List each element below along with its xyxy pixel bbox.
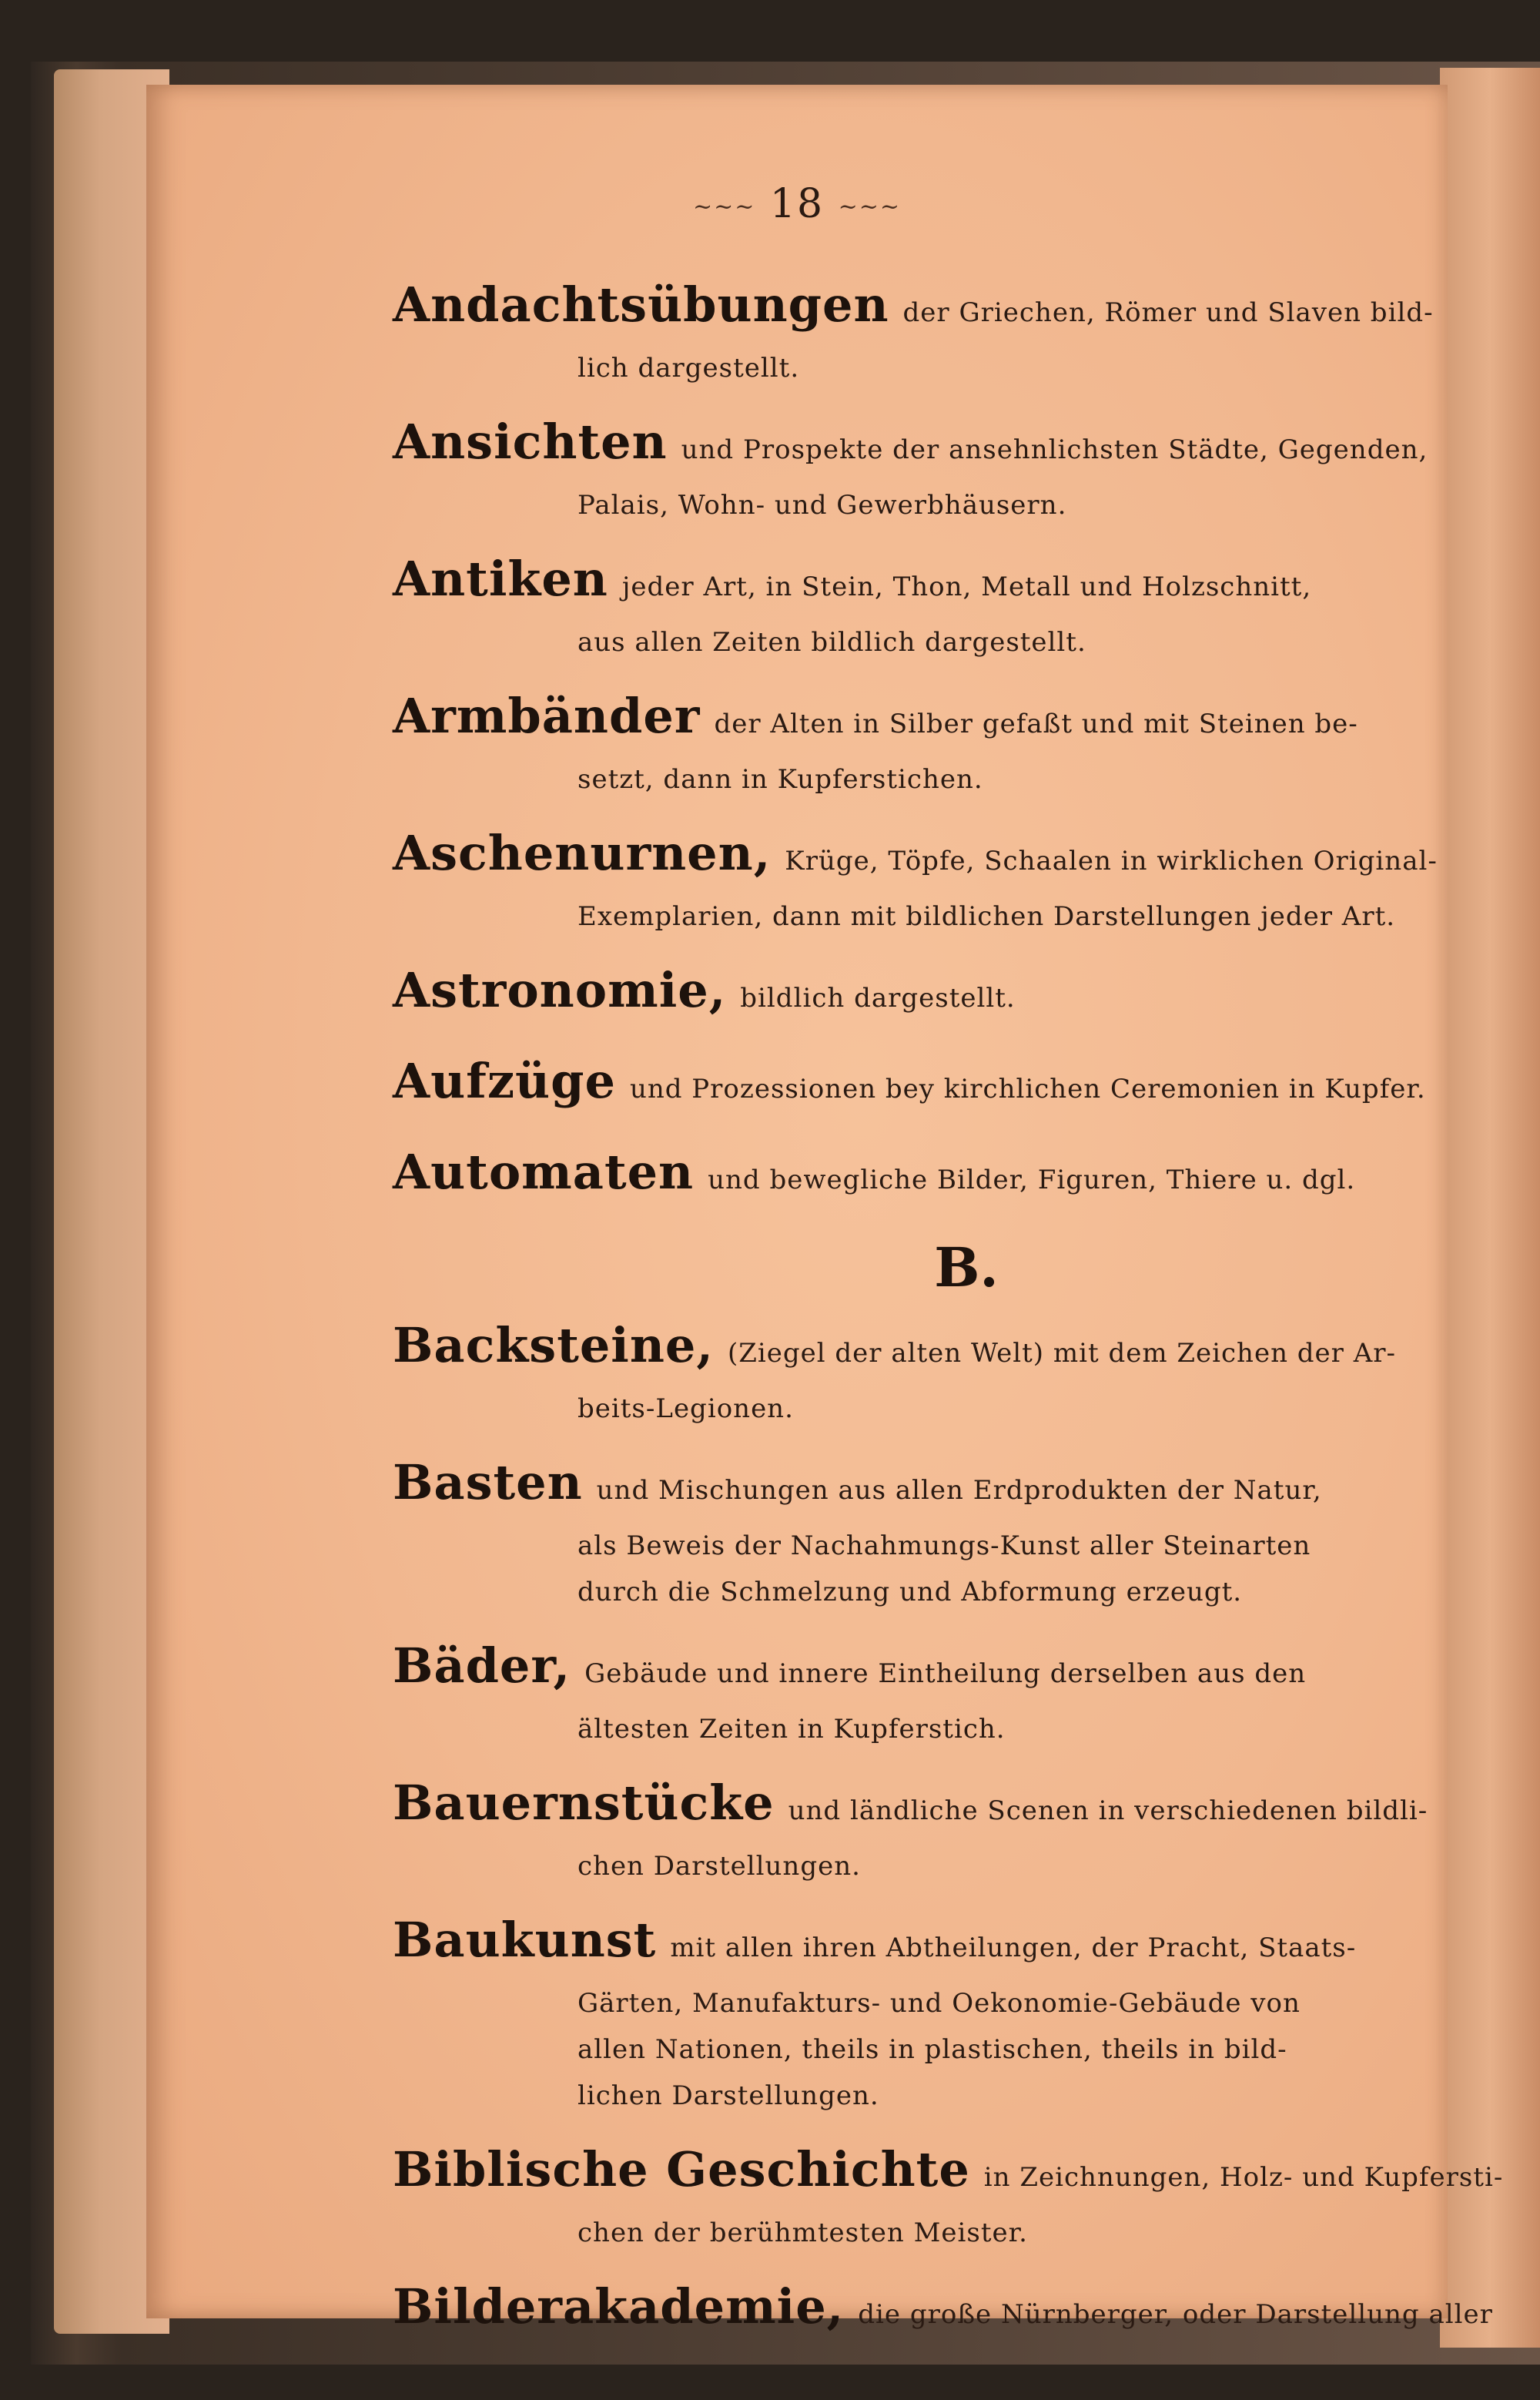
entry (393, 2279, 1540, 2347)
entry-text: und Prozessionen bey kirchlichen Ceremonien in Kupfer. (629, 1074, 1426, 1104)
page-number: 18 (769, 181, 825, 227)
entry-first-line (393, 277, 1540, 345)
entry-headword: Aufzüge (393, 1053, 616, 1109)
entries-list (393, 277, 1540, 2370)
entry-text: jeder Art, in Stein, Thon, Metall und Holzschnitt, (621, 572, 1312, 602)
entry (393, 1054, 1540, 1121)
entry-headword: Aschenurnen, (393, 825, 772, 881)
entry-first-line (393, 1912, 1540, 1980)
entry-headword: Automaten (393, 1144, 695, 1200)
entry-text: und bewegliche Bilder, Figuren, Thiere u. dgl. (708, 1165, 1356, 1195)
entry-continuation-line: lich dargestellt. (578, 353, 800, 384)
entry (393, 689, 1540, 803)
section-letter: B. (934, 1235, 999, 1299)
entry-headword: Bauernstücke (393, 1775, 775, 1831)
entry-first-line (393, 2279, 1540, 2347)
book-page (146, 85, 1504, 2335)
entry-headword: Backsteine, (393, 1317, 714, 1373)
entry-headword: Astronomie, (393, 962, 727, 1018)
entry-text: Gebäude und innere Eintheilung derselben aus den (584, 1658, 1307, 1689)
entry-continuation-line: durch die Schmelzung und Abformung erzeugt. (578, 1577, 1243, 1607)
entry (393, 2142, 1540, 2256)
entry-continuation-line: beits-Legionen. (578, 1393, 794, 1424)
entry-headword: Andachtsübungen (393, 277, 889, 333)
entry-first-line (393, 689, 1540, 756)
entry (393, 1638, 1540, 1752)
entry-continuation-line: setzt, dann in Kupferstichen. (578, 764, 983, 795)
entry (393, 414, 1540, 528)
entry-first-line (393, 1145, 1540, 1212)
page-header (146, 181, 1448, 227)
entry-text: der Alten in Silber gefaßt und mit Steinen be- (714, 709, 1358, 739)
entry (393, 963, 1540, 1031)
entry-continuation-line: allen Nationen, theils in plastischen, theils in bild- (578, 2034, 1287, 2065)
entry (393, 1775, 1540, 1889)
entry-first-line (393, 1054, 1540, 1121)
entry-first-line (393, 551, 1540, 619)
entry-text: der Griechen, Römer und Slaven bild- (902, 297, 1434, 328)
entry-first-line (393, 826, 1540, 893)
entries-a (393, 277, 1540, 1212)
entry-continuation-line: als Beweis der Nachahmungs-Kunst aller Steinarten (578, 1530, 1311, 1561)
ornament-left: ~~~ (692, 193, 756, 220)
entry-continuation-line: chen der berühmtesten Meister. (578, 2217, 1028, 2248)
entry (393, 1912, 1540, 2119)
entry-first-line (393, 2142, 1540, 2210)
entries-b (393, 1318, 1540, 2347)
entry-first-line (393, 1455, 1540, 1523)
entry (393, 1318, 1540, 1432)
entry-continuation-line: Gärten, Manufakturs- und Oekonomie-Gebäude von (578, 1988, 1301, 2019)
entry-text: (Ziegel der alten Welt) mit dem Zeichen der Ar- (727, 1338, 1397, 1369)
entry-headword: Antiken (393, 551, 608, 607)
entry-continuation-line: lichen Darstellungen. (578, 2080, 879, 2111)
entry-headword: Bilderakademie, (393, 2278, 845, 2335)
entry-text: und Prospekte der ansehnlichsten Städte, Gegenden, (681, 434, 1428, 465)
entry-continuation-line: aus allen Zeiten bildlich dargestellt. (578, 627, 1086, 658)
entry-headword: Armbänder (393, 688, 701, 744)
entry (393, 277, 1540, 391)
entry-headword: Bäder, (393, 1637, 571, 1694)
entry (393, 551, 1540, 665)
entry-first-line (393, 1638, 1540, 1706)
entry-first-line (393, 414, 1540, 482)
entry-text: die große Nürnberger, oder Darstellung aller (858, 2299, 1493, 2330)
entry-text: und Mischungen aus allen Erdprodukten der Natur, (596, 1475, 1322, 1506)
entry-text: in Zeichnungen, Holz- und Kupfersti- (983, 2162, 1504, 2193)
entry-text: und ländliche Scenen in verschiedenen bildli- (788, 1795, 1428, 1826)
entry-continuation-line: chen Darstellungen. (578, 1851, 861, 1882)
entry-text: mit allen ihren Abtheilungen, der Pracht, Staats- (670, 1932, 1357, 1963)
entry-headword: Biblische Geschichte (393, 2141, 970, 2197)
entry-headword: Ansichten (393, 414, 668, 470)
entry-headword: Baukunst (393, 1912, 657, 1968)
entry (393, 1455, 1540, 1615)
ornament-right: ~~~ (838, 193, 902, 220)
entry-headword: Basten (393, 1454, 583, 1510)
entry-text: bildlich dargestellt. (740, 983, 1016, 1014)
entry-first-line (393, 1318, 1540, 1386)
entry-text: Krüge, Töpfe, Schaalen in wirklichen Original- (785, 846, 1438, 877)
entry-continuation-line: ältesten Zeiten in Kupferstich. (578, 1714, 1006, 1745)
entry-continuation-line: Exemplarien, dann mit bildlichen Darstellungen jeder Art. (578, 901, 1396, 932)
entry (393, 1145, 1540, 1212)
entry (393, 826, 1540, 940)
entry-first-line (393, 1775, 1540, 1843)
entry-continuation-line: Palais, Wohn- und Gewerbhäusern. (578, 490, 1067, 521)
entry-first-line (393, 963, 1540, 1031)
